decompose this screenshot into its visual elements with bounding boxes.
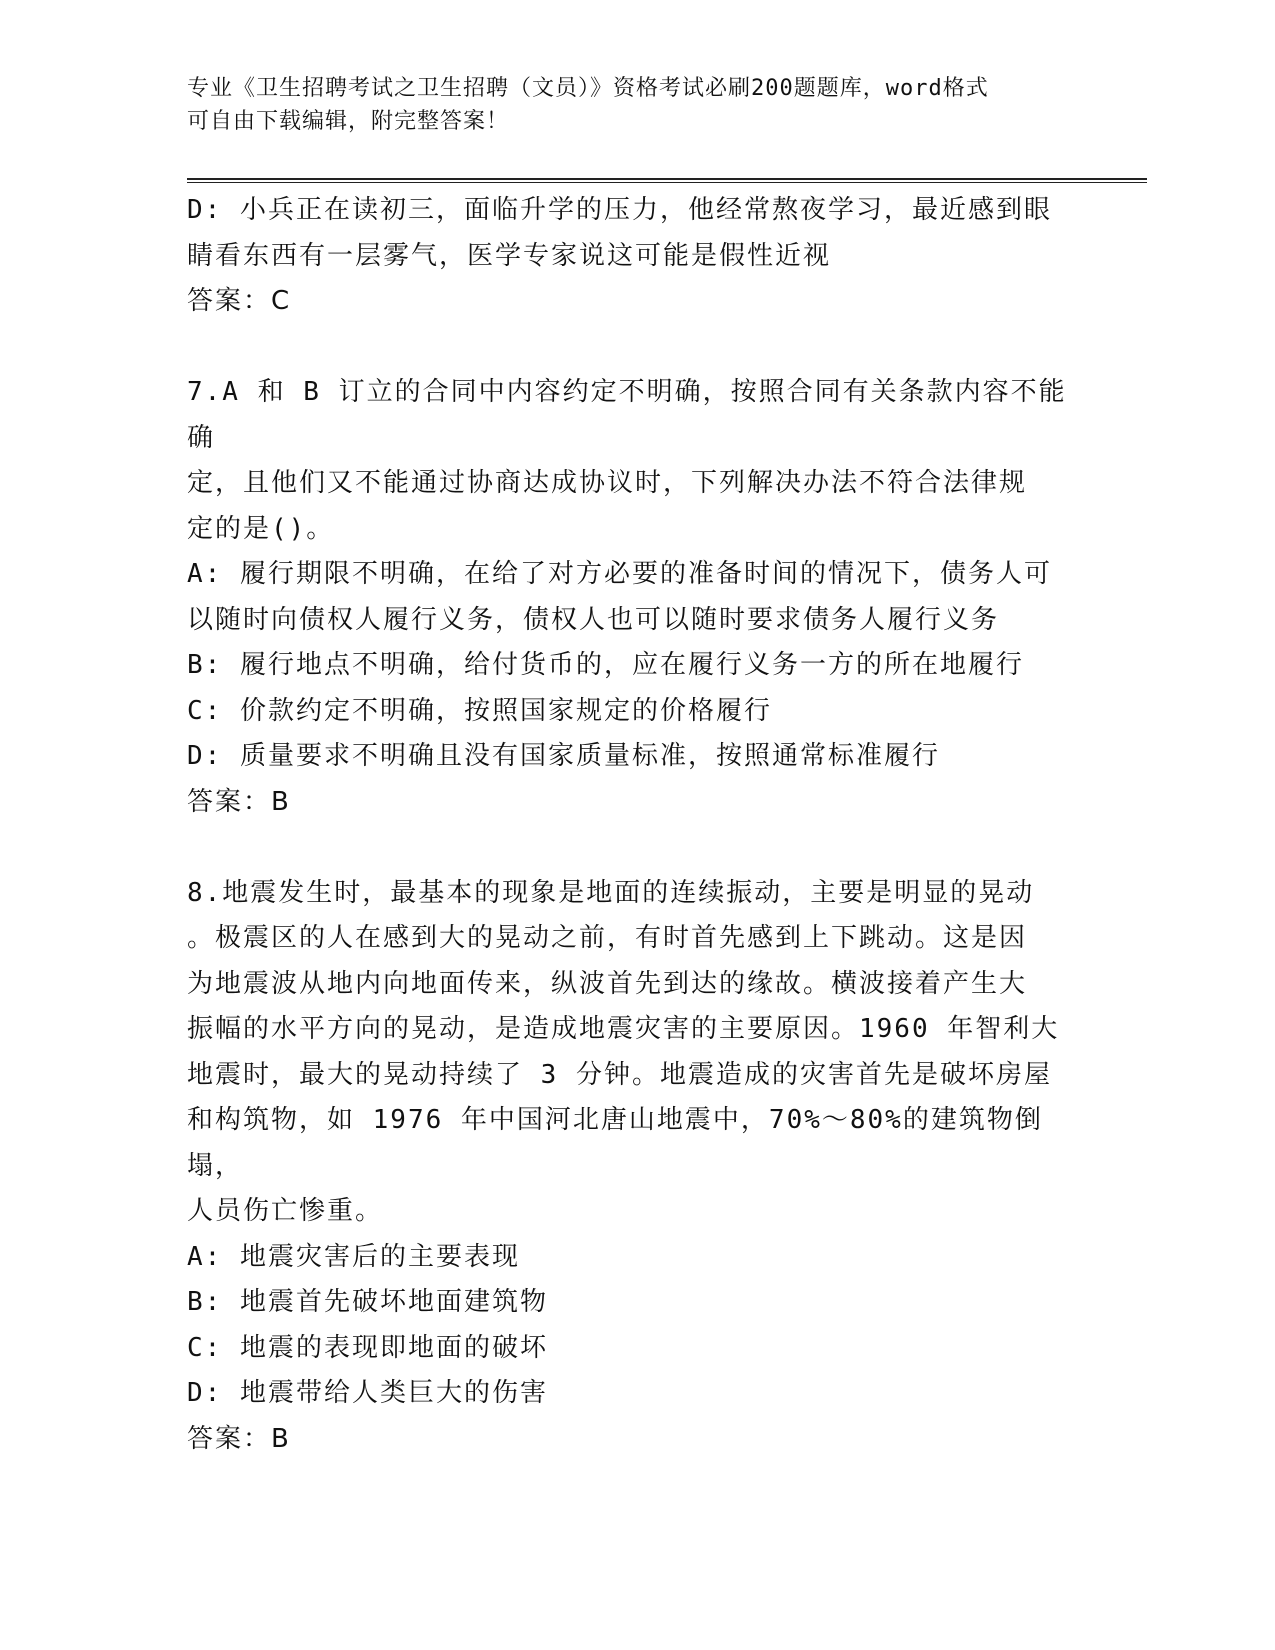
- question-content: [187, 188, 1087, 1462]
- answer-label: 答案：B: [187, 786, 291, 817]
- option-b: B: 履行地点不明确，给付货币的，应在履行义务一方的所在地履行: [187, 650, 1024, 680]
- question-stem-line: 定，且他们又不能通过协商达成协议时，下列解决办法不符合法律规: [187, 468, 1028, 498]
- option-d-line: D: 小兵正在读初三，面临升学的压力，他经常熬夜学习，最近感到眼: [187, 195, 1052, 225]
- option-d: D: 地震带给人类巨大的伤害: [187, 1378, 548, 1408]
- spacer: [187, 325, 1087, 371]
- option-b: B: 地震首先破坏地面建筑物: [187, 1287, 548, 1317]
- document-header: [187, 72, 1067, 138]
- question-stem-line: 地震时，最大的晃动持续了 3 分钟。地震造成的灾害首先是破坏房屋: [187, 1059, 1052, 1090]
- header-title-line-2: 可自由下载编辑，附完整答案！: [187, 109, 510, 134]
- option-a-line: 以随时向债权人履行义务，债权人也可以随时要求债务人履行义务: [187, 604, 1000, 635]
- question-stem-line: 。极震区的人在感到大的晃动之前，有时首先感到上下跳动。这是因: [187, 923, 1028, 953]
- question-6-tail: [187, 188, 1087, 325]
- question-stem-line: 和构筑物，如 1976 年中国河北唐山地震中，70%～80%的建筑物倒塌，: [187, 1105, 1043, 1181]
- question-stem-line: 7.A 和 B 订立的合同中内容约定不明确，按照合同有关条款内容不能确: [187, 377, 1067, 453]
- header-title-line-1: 专业《卫生招聘考试之卫生招聘（文员）》资格考试必刷200题题库，word格式: [187, 76, 989, 101]
- question-stem-line: 为地震波从地内向地面传来，纵波首先到达的缘故。横波接着产生大: [187, 968, 1028, 999]
- question-stem-line: 8.地震发生时，最基本的现象是地面的连续振动，主要是明显的晃动: [187, 877, 1035, 908]
- option-d-line: 睛看东西有一层雾气，医学专家说这可能是假性近视: [187, 240, 832, 271]
- answer-label: 答案：B: [187, 1423, 291, 1454]
- option-d: D: 质量要求不明确且没有国家质量标准，按照通常标准履行: [187, 741, 940, 771]
- question-stem-line: 振幅的水平方向的晃动，是造成地震灾害的主要原因。1960 年智利大: [187, 1014, 1060, 1044]
- header-divider: [187, 178, 1147, 183]
- question-7: [187, 370, 1087, 825]
- question-stem-line: 定的是()。: [187, 513, 335, 544]
- option-c: C: 地震的表现即地面的破坏: [187, 1332, 548, 1363]
- option-c: C: 价款约定不明确，按照国家规定的价格履行: [187, 695, 772, 726]
- question-8: [187, 871, 1087, 1463]
- option-a: A: 地震灾害后的主要表现: [187, 1241, 520, 1272]
- question-stem-line: 人员伤亡惨重。: [187, 1196, 384, 1226]
- answer-label: 答案：C: [187, 286, 292, 316]
- option-a-line: A: 履行期限不明确，在给了对方必要的准备时间的情况下，债务人可: [187, 559, 1052, 589]
- spacer: [187, 825, 1087, 871]
